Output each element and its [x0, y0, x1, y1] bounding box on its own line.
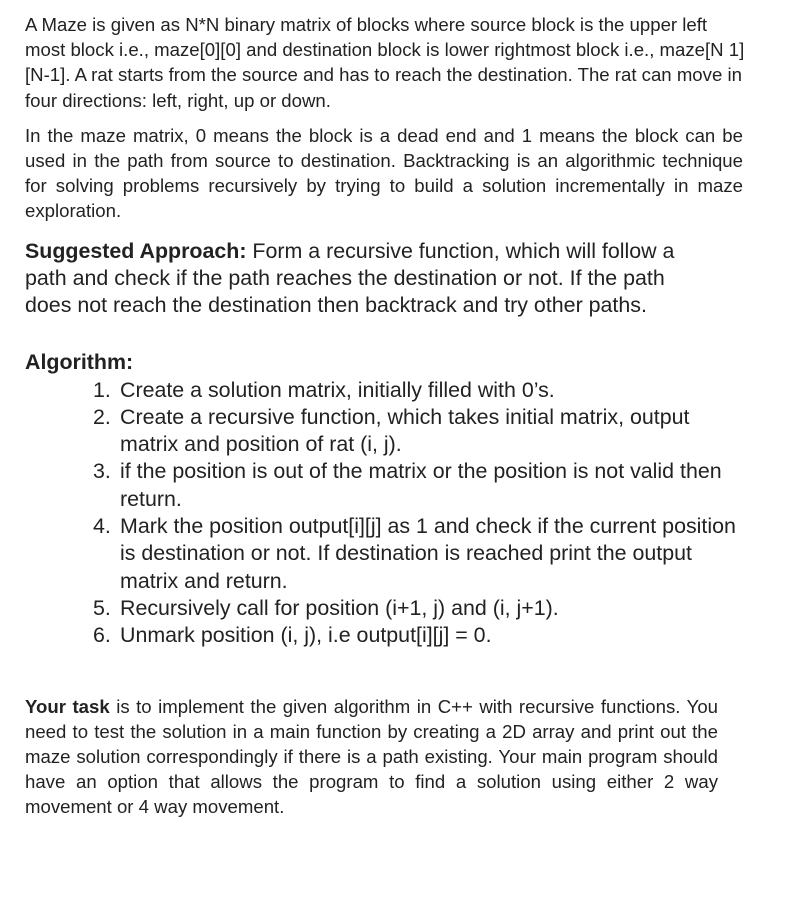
step-text: Recursively call for position (i+1, j) and (i, j+1).: [120, 595, 559, 620]
step-text: if the position is out of the matrix or the position is not valid then return.: [120, 459, 722, 511]
algorithm-step: [93, 595, 740, 622]
algorithm-step: [93, 458, 740, 513]
suggested-approach-label: Suggested Approach:: [25, 238, 247, 263]
task-label: Your task: [25, 695, 110, 717]
document: [25, 12, 750, 820]
task-paragraph: [25, 694, 718, 820]
algorithm-step: [93, 404, 740, 459]
step-number: 1.: [93, 377, 111, 402]
step-number: 6.: [93, 623, 111, 648]
matrix-explanation-paragraph: In the maze matrix, 0 means the block is a dead end and 1 means the block can be used in the path from source to destination. Backtracking is an algorithmic technique for solving problems recursively by trying to build a solution incrementally in maze exploration.: [25, 124, 743, 222]
algorithm-section: [25, 349, 750, 649]
intro-paragraph: A Maze is given as N*N binary matrix of blocks where source block is the upper left most block i.e., maze[0][0] and destination block is lower rightmost block i.e., maze[N 1][N-1]. A rat starts from the source and has to reach the destination. The rat can move in four directions: left, right, up or down.: [25, 14, 745, 111]
step-number: 2.: [93, 404, 111, 429]
step-text: Create a solution matrix, initially filled with 0’s.: [120, 377, 555, 402]
step-number: 3.: [93, 459, 111, 484]
step-number: 4.: [93, 514, 111, 539]
step-text: Mark the position output[i][j] as 1 and check if the current position is destination or not. If destination is reached print the output matrix and return.: [120, 514, 736, 593]
task-text: is to implement the given algorithm in C++ with recursive functions. You need to test the solution in a main function by creating a 2D array and print out the maze solution correspondingly if there is a path existing. Your main program should have an option that allows the program to find a solution using either 2 way movement or 4 way movement.: [25, 695, 719, 818]
algorithm-step: [93, 622, 740, 649]
step-text: Unmark position (i, j), i.e output[i][j] = 0.: [120, 623, 492, 648]
suggested-approach-paragraph: [25, 238, 705, 320]
step-number: 5.: [93, 595, 111, 620]
step-text: Create a recursive function, which takes initial matrix, output matrix and position of rat (i, j).: [120, 404, 690, 457]
algorithm-title: Algorithm:: [25, 350, 134, 375]
suggested-approach-text: Form a recursive function, which will follow a path and check if the path reaches the destination or not. If the path does not reach the destination then backtrack and try other paths.: [25, 238, 675, 318]
algorithm-steps: [25, 377, 750, 650]
algorithm-step: [93, 513, 740, 595]
algorithm-step: [93, 377, 740, 404]
